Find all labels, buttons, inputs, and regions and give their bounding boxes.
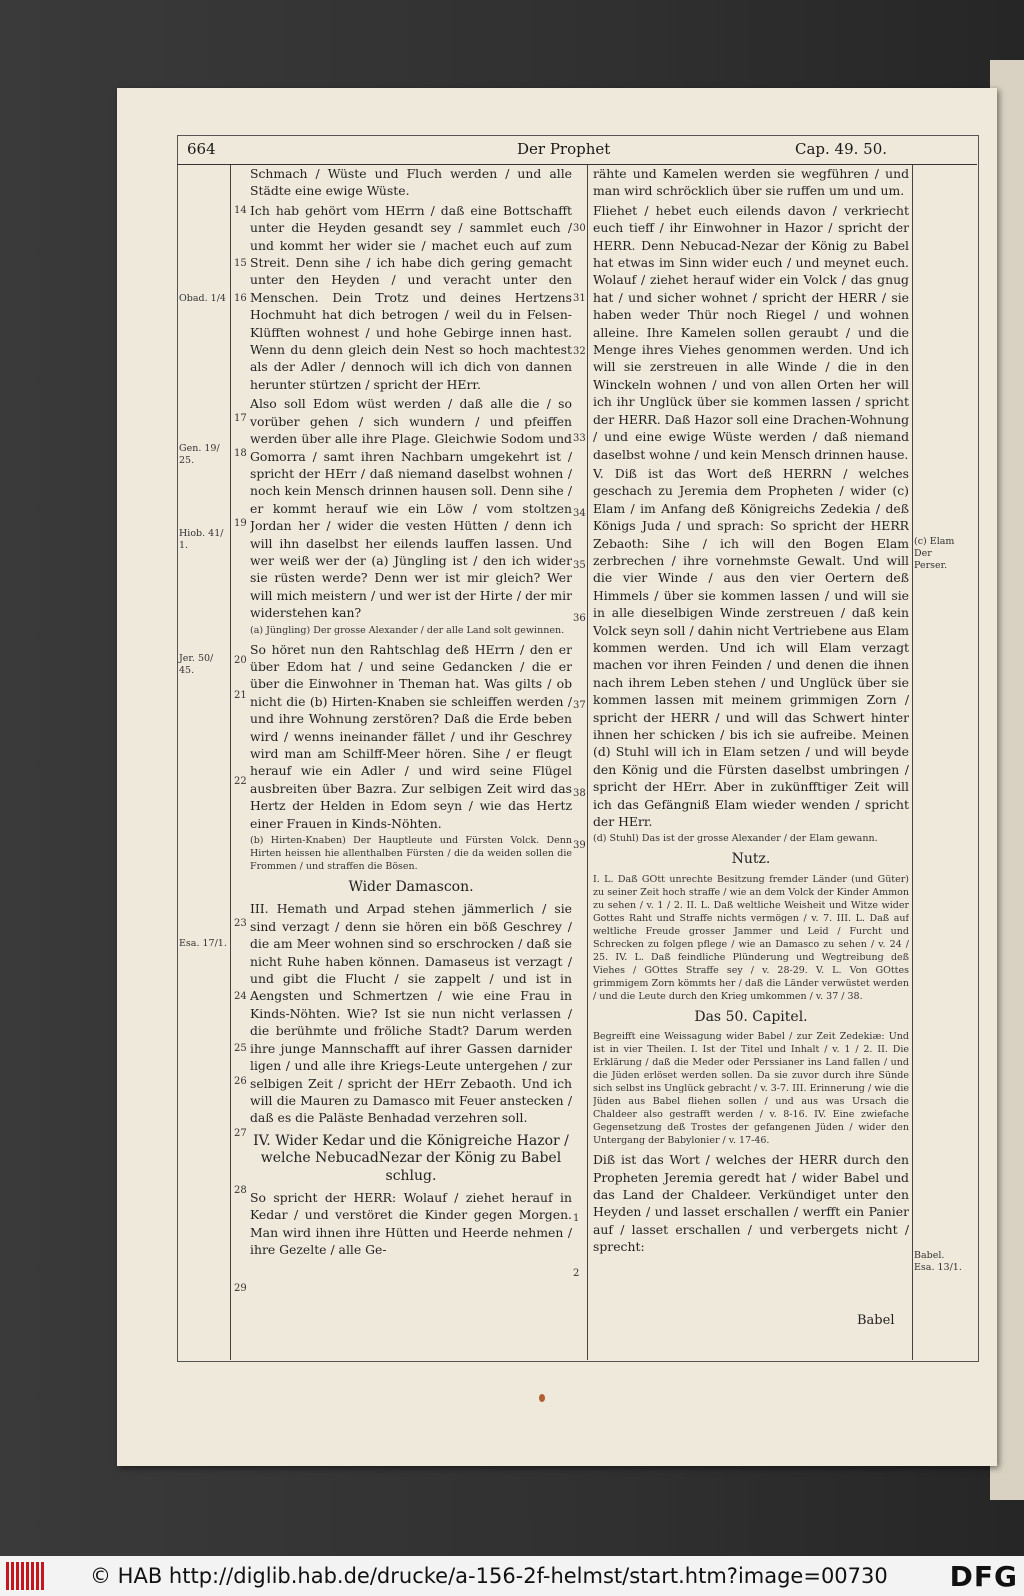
section-heading: IV. Wider Kedar und die Königreiche Hazor / welche NebucadNezar der König zu Babel schlug. bbox=[253, 1132, 569, 1184]
paper-stain bbox=[539, 1394, 545, 1402]
verse-number: 28 bbox=[234, 1185, 247, 1196]
center-rule bbox=[587, 165, 588, 1360]
verse-number: 17 bbox=[234, 413, 247, 424]
verse-number: 35 bbox=[573, 560, 586, 571]
running-title: Der Prophet bbox=[517, 140, 611, 158]
paragraph: Diß ist das Wort / welches der HERR durch den Propheten Jeremia geredt hat / wider Babel und das Land der Chaldeer. Verkündiget unter den Heyden / und lasset erschallen / werfft ein Panier auf / lasset erschallen / und verbergets nicht / sprecht: bbox=[593, 1152, 909, 1255]
paragraph: Schmach / Wüste und Fluch werden / und alle Städte eine ewige Wüste. bbox=[250, 166, 572, 199]
margin-ref-elam: (c) Elam Der Perser. bbox=[914, 536, 955, 571]
verse-number: 19 bbox=[234, 518, 247, 529]
paragraph: Fliehet / hebet euch eilends davon / verkriecht euch tieff / ihr Einwohner in Hazor / spricht der HERR. Denn Nebucad-Nezar der König zu Babel hat etwas im Sinn wider euch / und meynet euch. Wolauf / ziehet herauf wider ein Volck / das gnug hat / und sicher wohnet / spricht der HERR / sie haben weder Thür noch Riegel / und wohnen alleine. Ihre Kamelen sollen geraubt / und die Menge ihres Viehes genommen werden. Und ich will sie zerstreuen in alle Winde / die in den Winckeln wohnen / und von allen Orten her will ich ihr Unglück über sie kommen lassen / spricht der HERR. Daß Hazor soll eine Drachen-Wohnung / und eine ewige Wüste werden / daß niemand daselbst wohne / und kein Mensch drinnen hause. bbox=[593, 202, 909, 462]
verse-number: 31 bbox=[573, 293, 586, 304]
chapter-label: Cap. 49. 50. bbox=[795, 140, 888, 158]
chapter-summary: Begreifft eine Weissagung wider Babel / zur Zeit Zedekiæ: Und ist in vier Theilen. I. Ist der Titel und Inhalt / v. 1 / 2. II. Die Erklärung / daß die Meder oder Perssianer ins Land fallen / und die Jüden erlöset werden sollen. Da sie zuvor durch ihre Sünde sich selbst ins Unglück gebracht / v. 3-7. III. Erinnerung / wie die Jüden aus Babel fliehen sollen / und aus was Ursach die Chaldeer also gestrafft werden / v. 8-16. IV. Eine zwiefache Gegensetzung deß Trostes der gefangenen Jüden / wider den Untergang der Babylonier / v. 17-46. bbox=[593, 1031, 909, 1147]
verse-number: 16 bbox=[234, 293, 247, 304]
dfg-logo: DFG bbox=[949, 1560, 1018, 1593]
paragraph: So höret nun den Rahtschlag deß HErrn / den er über Edom hat / und seine Gedancken / die er über die Einwohner in Theman hat. Was gilts / ob nicht die (b) Hirten-Knaben sie schleiffen werden / und ihre Wohnung zerstören? Daß die Erde beben wird / wenns ineinander fället / und ihr Geschrey wird man am Schilff-Meer hören. Sihe / er fleugt herauf wie ein Adler / und wird seine Flügel ausbreiten über Bazra. Zur selbigen Zeit wird das Hertz der Helden in Edom seyn / wie das Hertz einer Frauen in Kinds-Nöhten. bbox=[250, 641, 572, 831]
verse-number: 29 bbox=[234, 1283, 247, 1294]
margin-ref-esa17: Esa. 17/1. bbox=[179, 938, 227, 949]
book-page bbox=[117, 88, 997, 1466]
verse-number: 38 bbox=[573, 788, 586, 799]
paragraph: Also soll Edom wüst werden / daß alle die / so vorüber gehen / sich wundern / und pfeiffen werden über alle ihre Plage. Gleichwie Sodom und Gomorra / samt ihren Nachbarn umgekehrt ist / spricht der HErr / daß niemand daselbst wohnen / noch kein Mensch drinnen hausen soll. Denn sihe / er kommt herauf wie ein Löw / vom stoltzen Jordan her / wider die vesten Hütten / denn ich will ihn daselbst her eilends lauffen lassen. Und wer weiß wer der (a) Jüngling ist / den ich wider sie rüsten werde? Denn wer ist mir gleich? Wer will mich meistern / und wer ist der Hirte / der mir widerstehen kan? bbox=[250, 396, 572, 621]
summary-note: I. L. Daß GOtt unrechte Besitzung fremder Länder (und Güter) zu seiner Zeit hoch straffe / wie an dem Volck der Kinder Ammon zu sehen / v. 1 / 2. II. L. Daß weltliche Weisheit und Witze wider Gottes Raht und Straffe nichts vermögen / v. 7. III. L. Daß auf weltliche Freude grosser Jammer und Leid / Furcht und Schrecken zu folgen pflege / wie an Damasco zu sehen / v. 24 / 25. IV. L. Daß feindliche Plünderung und Wegtreibung deß Viehes / GOttes Straffe sey / v. 28-29. V. L. Von GOttes grimmigem Zorn kömmts her / daß die Länder verwüstet werden / und die Leute durch den Krieg umkommen / v. 37 / 38. bbox=[593, 873, 909, 1002]
right-text-column bbox=[593, 165, 909, 1360]
verse-number: 22 bbox=[234, 776, 247, 787]
paragraph: V. Diß ist das Wort deß HERRN / welches geschach zu Jeremia dem Propheten / wider (c) Elam / im Anfang deß Königreichs Zedekia / deß Königs Juda / und sprach: So spricht der HERR Zebaoth: Sihe / ich will den Bogen Elam zerbrechen / ihre vornehmste Gewalt. Und will die vier Winde / aus den vier Oertern deß Himmels / über sie kommen lassen / und will sie in alle dieselbigen Winde zerstreuen / daß kein Volck seyn soll / dahin nicht Vertriebene aus Elam kommen werden. Und ich will Elam verzagt machen vor ihren Feinden / und denen die ihnen nach ihrem Leben stehen / und Unglück über sie kommen lassen mit meinem grimmigen Zorn / spricht der HERR / und will das Schwert hinter ihnen her schicken / bis ich sie aufreibe. Meinen (d) Stuhl will ich in Elam setzen / und will beyde den König und die Fürsten daselbst umbringen / spricht der HErr. Aber in zukünfftiger Zeit will ich das Gefängniß Elam wieder wenden / spricht der HErr. bbox=[593, 465, 909, 830]
verse-number: 24 bbox=[234, 991, 247, 1002]
left-margin-rule bbox=[230, 165, 231, 1360]
verse-number: 14 bbox=[234, 205, 247, 216]
verse-number: 27 bbox=[234, 1128, 247, 1139]
section-heading: Nutz. bbox=[731, 851, 771, 868]
verse-number: 18 bbox=[234, 448, 247, 459]
left-text-column bbox=[250, 165, 572, 1360]
verse-number: 15 bbox=[234, 258, 247, 269]
verse-number: 30 bbox=[573, 223, 586, 234]
margin-ref-babel: Babel. Esa. 13/1. bbox=[914, 1250, 962, 1273]
catchword: Babel bbox=[857, 1313, 895, 1328]
paragraph: Ich hab gehört vom HErrn / daß eine Bottschafft unter die Heyden gesandt sey / sammlet euch / und kommt her wider sie / machet euch auf zum Streit. Denn sihe / ich habe dich gering gemacht unter den Heyden / und veracht unter den Menschen. Dein Trotz und deines Hertzens Hochmuht hat dich betrogen / weil du in Felsen-Klüfften wohnest / und hohe Gebirge innen hast. Wenn du denn gleich dein Nest so hoch machtest als der Adler / dennoch will ich dich von dannen herunter stürtzen / spricht der HErr. bbox=[250, 202, 572, 392]
verse-number: 26 bbox=[234, 1076, 247, 1087]
footnote: (a) Jüngling) Der grosse Alexander / der alle Land solt gewinnen. bbox=[250, 624, 565, 636]
verse-number: 33 bbox=[573, 433, 586, 444]
margin-ref-hiob: Hiob. 41/ 1. bbox=[179, 528, 224, 551]
verse-number: 1 bbox=[573, 1213, 580, 1224]
section-heading: Wider Damascon. bbox=[348, 879, 474, 896]
verse-number: 21 bbox=[234, 690, 247, 701]
paragraph: rähte und Kamelen werden sie wegführen / und man wird schröcklich über sie ruffen um und um. bbox=[593, 166, 909, 199]
verse-number: 2 bbox=[573, 1268, 580, 1279]
footer-bar bbox=[0, 1556, 1024, 1596]
verse-number: 20 bbox=[234, 655, 247, 666]
margin-ref-gen: Gen. 19/ 25. bbox=[179, 443, 220, 466]
source-url[interactable]: © HAB http://diglib.hab.de/drucke/a-156-2f-helmst/start.htm?image=00730 bbox=[90, 1564, 888, 1588]
verse-number: 34 bbox=[573, 508, 586, 519]
verse-number: 25 bbox=[234, 1043, 247, 1054]
right-margin-rule bbox=[912, 165, 913, 1360]
footnote: (d) Stuhl) Das ist der grosse Alexander / der Elam gewann. bbox=[593, 833, 878, 845]
verse-number: 32 bbox=[573, 346, 586, 357]
verse-number: 37 bbox=[573, 700, 586, 711]
verse-number: 23 bbox=[234, 918, 247, 929]
margin-ref-jer: Jer. 50/ 45. bbox=[179, 653, 214, 676]
hab-logo-icon bbox=[6, 1562, 46, 1590]
page-number: 664 bbox=[187, 140, 216, 158]
verse-number: 36 bbox=[573, 613, 586, 624]
footnote: (b) Hirten-Knaben) Der Hauptleute und Fürsten Volck. Denn Hirten heissen hie allenthalben Fürsten / die da weiden sollen die Frommen / und straffen die Bösen. bbox=[250, 835, 572, 873]
margin-ref-obad: Obad. 1/4 bbox=[179, 293, 226, 304]
paragraph: III. Hemath und Arpad stehen jämmerlich / sie sind verzagt / denn sie hören ein böß Geschrey / die am Meer wohnen sind so erschrocken / daß sie nicht Ruhe haben können. Damaseus ist verzagt / und gibt die Flucht / sie zappelt / und ist in Aengsten und Schmertzen / wie eine Frau in Kinds-Nöhten. Wie? Ist sie nun nicht verlassen / die berühmte und fröliche Stadt? Darum werden ihre junge Mannschafft auf ihrer Gassen darnider ligen / und alle ihre Kriegs-Leute untergehen / zur selbigen Zeit / spricht der HErr Zebaoth. Und ich will die Mauren zu Damasco mit Feuer anstecken / daß es die Paläste Benhadad verzehren soll. bbox=[250, 901, 572, 1126]
paragraph: So spricht der HERR: Wolauf / ziehet herauf in Kedar / und verstöret die Kinder gegen Morgen. Man wird ihnen ihre Hütten und Heerde nehmen / ihre Gezelte / alle Ge- bbox=[250, 1189, 572, 1258]
verse-number: 39 bbox=[573, 840, 586, 851]
chapter-heading: Das 50. Capitel. bbox=[694, 1008, 808, 1025]
